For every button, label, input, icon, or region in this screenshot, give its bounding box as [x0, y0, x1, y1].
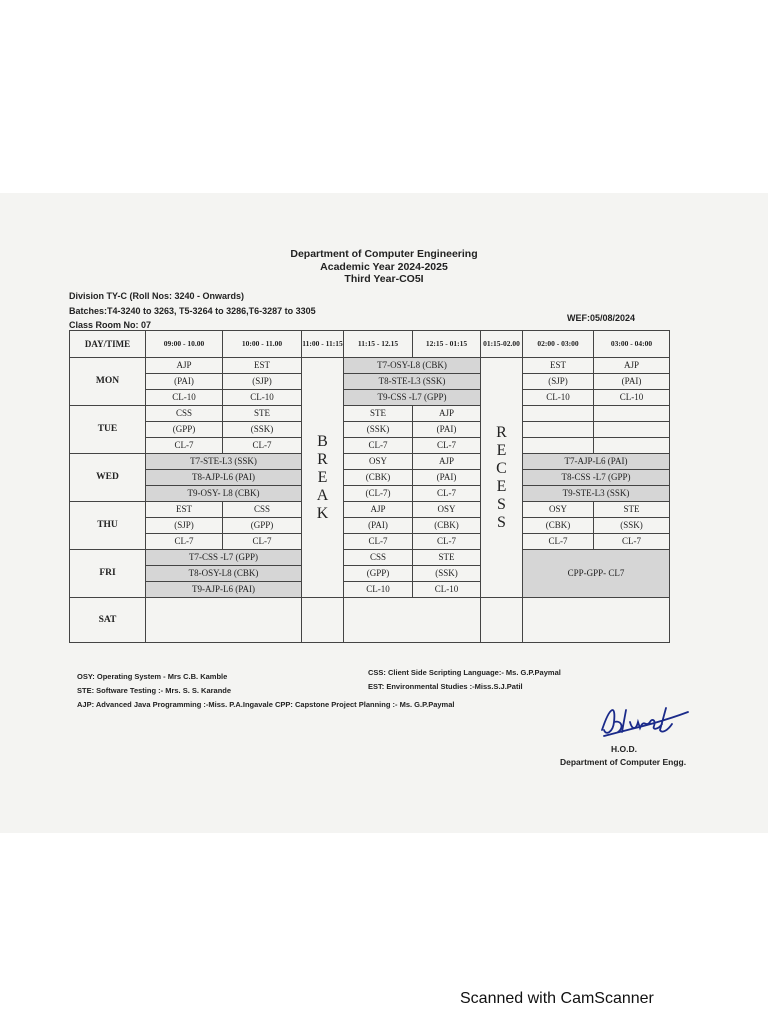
thu-row-1: [70, 502, 670, 518]
day-mon: MON: [70, 358, 146, 406]
empty-cell: [594, 422, 670, 438]
cell: EST: [146, 502, 223, 518]
scanner-watermark: Scanned with CamScanner: [460, 990, 654, 1007]
thu-row-2: [70, 518, 670, 534]
break-letter: B: [317, 432, 328, 450]
cell: OSY: [523, 502, 594, 518]
empty-cell: [523, 406, 594, 422]
capstone-cell: CPP-GPP- CL7: [523, 550, 670, 598]
empty-cell: [523, 422, 594, 438]
cell: CL-10: [223, 390, 302, 406]
classroom-info: Class Room No: 07: [69, 320, 152, 330]
legend-css: CSS: Client Side Scripting Language:- Ms. G.P.Paymal: [368, 668, 561, 677]
sat-row: [70, 598, 670, 643]
empty-cell: [481, 598, 523, 643]
cell: CL-7: [344, 534, 413, 550]
fri-row-1: [70, 550, 670, 566]
cell: CL-10: [594, 390, 670, 406]
hod-department: Department of Computer Engg.: [560, 757, 687, 767]
empty-cell: [302, 598, 344, 643]
cell: CL-10: [413, 582, 481, 598]
legend-est: EST: Environmental Studies :-Miss.S.J.Patil: [368, 682, 523, 691]
header-slot-4: 12:15 - 01:15: [413, 331, 481, 358]
department-title: Department of Computer Engineering: [290, 248, 478, 260]
header-slot-6: 03:00 - 04:00: [594, 331, 670, 358]
cell: (PAI): [146, 374, 223, 390]
header-slot-5: 02:00 - 03:00: [523, 331, 594, 358]
break-letter: A: [316, 486, 329, 504]
cell: CL-7: [594, 534, 670, 550]
cell: CL-7: [523, 534, 594, 550]
cell: (SSK): [344, 422, 413, 438]
day-fri: FRI: [70, 550, 146, 598]
class-title: Third Year-CO5I: [344, 273, 424, 285]
legend-osy: OSY: Operating System - Mrs C.B. Kamble: [77, 672, 228, 681]
thu-row-3: [70, 534, 670, 550]
mon-row-1: [70, 358, 670, 374]
recess-letter: R: [496, 423, 507, 441]
lab-cell: T8-AJP-L6 (PAI): [146, 470, 302, 486]
recess-column: [481, 358, 523, 598]
lab-cell: T8-STE-L3 (SSK): [344, 374, 481, 390]
mon-row-2: [70, 374, 670, 390]
cell: (PAI): [413, 470, 481, 486]
timetable: [69, 330, 670, 643]
day-tue: TUE: [70, 406, 146, 454]
cell: CL-7: [146, 534, 223, 550]
cell: AJP: [594, 358, 670, 374]
cell: AJP: [413, 406, 481, 422]
batches-info: Batches:T4-3240 to 3263, T5-3264 to 3286,T6-3287 to 3305: [69, 306, 316, 316]
lab-cell: T7-AJP-L6 (PAI): [523, 454, 670, 470]
cell: CL-7: [413, 534, 481, 550]
cell: (GPP): [344, 566, 413, 582]
lab-cell: T8-CSS -L7 (GPP): [523, 470, 670, 486]
tue-row-2: [70, 422, 670, 438]
wef-date: WEF:05/08/2024: [567, 313, 636, 323]
cell: (SSK): [413, 566, 481, 582]
cell: CSS: [223, 502, 302, 518]
cell: EST: [223, 358, 302, 374]
tue-row-3: [70, 438, 670, 454]
lab-cell: T8-OSY-L8 (CBK): [146, 566, 302, 582]
recess-letter: E: [496, 477, 507, 495]
mon-row-3: [70, 390, 670, 406]
cell: CL-7: [413, 438, 481, 454]
wed-row-2: [70, 470, 670, 486]
empty-cell: [523, 598, 670, 643]
empty-cell: [594, 438, 670, 454]
empty-cell: [594, 406, 670, 422]
recess-letter: E: [496, 441, 507, 459]
cell: CSS: [146, 406, 223, 422]
cell: CSS: [344, 550, 413, 566]
cell: (PAI): [594, 374, 670, 390]
empty-cell: [344, 598, 481, 643]
academic-year: Academic Year 2024-2025: [320, 261, 448, 273]
cell: (CBK): [344, 470, 413, 486]
wed-row-1: [70, 454, 670, 470]
header-slot-3: 11:15 - 12.15: [344, 331, 413, 358]
cell: (PAI): [413, 422, 481, 438]
header-daytime: DAY/TIME: [70, 331, 146, 358]
legend-ste: STE: Software Testing :- Mrs. S. S. Karande: [77, 686, 232, 695]
cell: STE: [594, 502, 670, 518]
division-info: Division TY-C (Roll Nos: 3240 - Onwards): [69, 291, 245, 301]
cell: (SSK): [223, 422, 302, 438]
cell: CL-7: [146, 438, 223, 454]
lab-cell: T9-STE-L3 (SSK): [523, 486, 670, 502]
time-header-row: [70, 331, 670, 358]
empty-cell: [523, 438, 594, 454]
cell: (CBK): [413, 518, 481, 534]
cell: STE: [344, 406, 413, 422]
header-slot-2: 10:00 - 11.00: [223, 331, 302, 358]
lab-cell: T7-STE-L3 (SSK): [146, 454, 302, 470]
header-break-time: 11:00 - 11:15: [302, 331, 344, 358]
day-wed: WED: [70, 454, 146, 502]
cell: (SSK): [594, 518, 670, 534]
cell: AJP: [146, 358, 223, 374]
recess-letter: S: [497, 495, 506, 513]
break-letter: K: [316, 504, 329, 522]
cell: CL-10: [523, 390, 594, 406]
cell: (GPP): [223, 518, 302, 534]
recess-letter: C: [496, 459, 507, 477]
header-slot-1: 09:00 - 10.00: [146, 331, 223, 358]
cell: (SJP): [146, 518, 223, 534]
cell: OSY: [344, 454, 413, 470]
break-letter: R: [317, 450, 328, 468]
cell: CL-7: [344, 438, 413, 454]
wed-row-3: [70, 486, 670, 502]
recess-letter: S: [497, 513, 506, 531]
empty-cell: [146, 598, 302, 643]
cell: CL-7: [223, 438, 302, 454]
lab-cell: T9-CSS -L7 (GPP): [344, 390, 481, 406]
cell: (GPP): [146, 422, 223, 438]
lab-cell: T7-OSY-L8 (CBK): [344, 358, 481, 374]
lab-cell: T9-OSY- L8 (CBK): [146, 486, 302, 502]
cell: CL-10: [146, 390, 223, 406]
cell: (SJP): [523, 374, 594, 390]
break-column: [302, 358, 344, 598]
header-recess-time: 01:15-02.00: [481, 331, 523, 358]
cell: CL-10: [344, 582, 413, 598]
cell: STE: [413, 550, 481, 566]
cell: (SJP): [223, 374, 302, 390]
cell: OSY: [413, 502, 481, 518]
cell: CL-7: [223, 534, 302, 550]
cell: CL-7: [413, 486, 481, 502]
tue-row-1: [70, 406, 670, 422]
cell: STE: [223, 406, 302, 422]
lab-cell: T9-AJP-L6 (PAI): [146, 582, 302, 598]
cell: AJP: [413, 454, 481, 470]
lab-cell: T7-CSS -L7 (GPP): [146, 550, 302, 566]
day-thu: THU: [70, 502, 146, 550]
cell: (PAI): [344, 518, 413, 534]
hod-signature: [596, 700, 692, 744]
cell: AJP: [344, 502, 413, 518]
cell: EST: [523, 358, 594, 374]
day-sat: SAT: [70, 598, 146, 643]
hod-label: H.O.D.: [611, 744, 637, 754]
legend-ajp-cpp: AJP: Advanced Java Programming :-Miss. P.A.Ingavale CPP: Capstone Project Planning :- Ms. G.P.Paymal: [77, 700, 455, 709]
break-letter: E: [317, 468, 328, 486]
cell: (CBK): [523, 518, 594, 534]
cell: (CL-7): [344, 486, 413, 502]
